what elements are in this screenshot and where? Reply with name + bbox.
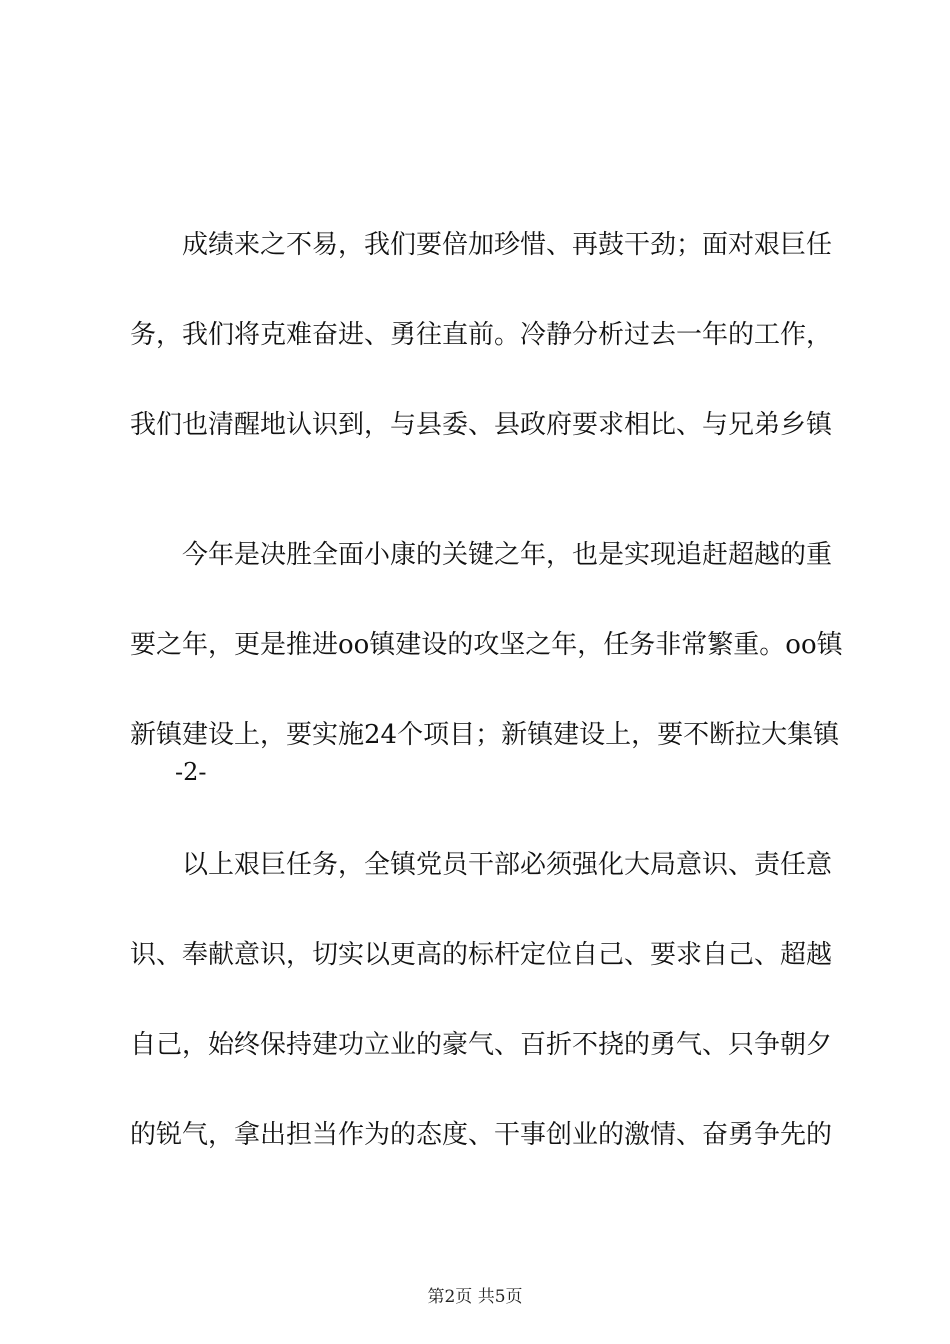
text-line: 务，我们将克难奋进、勇往直前。冷静分析过去一年的工作，: [130, 320, 833, 350]
text-line: 要之年，更是推进oo镇建设的攻坚之年，任务非常繁重。oo镇: [130, 630, 843, 660]
text-line: 新镇建设上，要实施24个项目；新镇建设上，要不断拉大集镇: [130, 720, 840, 750]
text-line: 我们也清醒地认识到，与县委、县政府要求相比、与兄弟乡镇: [130, 410, 833, 440]
paragraph-tasks: [130, 480, 850, 750]
text-line: 自己，始终保持建功立业的豪气、百折不挠的勇气、只争朝夕: [130, 1030, 833, 1060]
inline-page-marker: -2-: [175, 758, 207, 786]
paragraph-achievements: [130, 170, 850, 440]
page-footer: 第2页 共5页: [427, 1287, 523, 1307]
text-line: 今年是决胜全面小康的关键之年，也是实现追赶超越的重: [130, 540, 833, 570]
text-line: 的锐气，拿出担当作为的态度、干事创业的激情、奋勇争先的: [130, 1120, 833, 1150]
text-line: 识、奉献意识，切实以更高的标杆定位自己、要求自己、超越: [130, 940, 833, 970]
text-line: 成绩来之不易，我们要倍加珍惜、再鼓干劲；面对艰巨任: [130, 230, 833, 260]
text-line: 以上艰巨任务，全镇党员干部必须强化大局意识、责任意: [130, 850, 833, 880]
paragraph-responsibilities: [130, 790, 850, 1180]
